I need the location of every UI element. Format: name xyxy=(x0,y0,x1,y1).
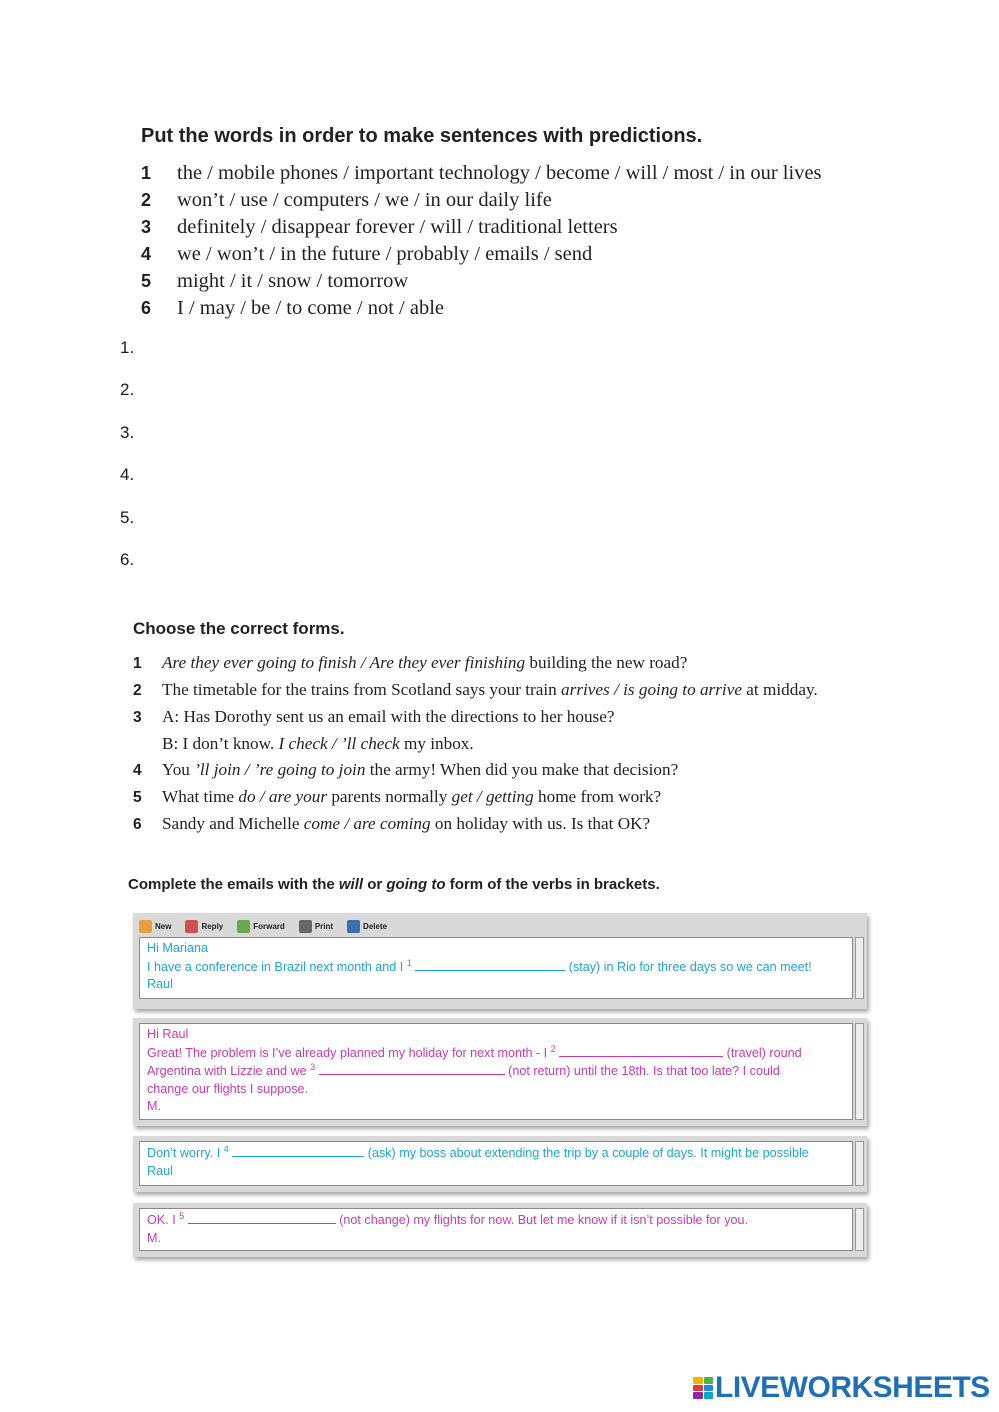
answer-row xyxy=(120,506,820,530)
section2-title: Choose the correct forms. xyxy=(133,619,345,638)
item-text: home from work? xyxy=(533,787,662,806)
email-body-2 xyxy=(139,1023,853,1120)
item-number: 3 xyxy=(141,217,152,237)
item-text: at midday. xyxy=(741,680,818,699)
answer-input-6[interactable] xyxy=(144,551,788,571)
item-text: my inbox. xyxy=(399,734,474,753)
title-part: form of the verbs in brackets. xyxy=(445,876,660,893)
s1-item xyxy=(141,240,592,267)
scrollbar[interactable] xyxy=(855,937,864,999)
email-window-1 xyxy=(133,913,867,1009)
toolbar-label: Reply xyxy=(201,921,224,931)
email-line: change our flights I suppose. xyxy=(147,1081,309,1096)
email-text: (not return) until the 18th. Is that too late? I could xyxy=(504,1064,780,1078)
delete-button[interactable] xyxy=(347,917,387,935)
print-button[interactable] xyxy=(299,917,333,935)
email-window-2 xyxy=(133,1018,867,1126)
email-signature: M. xyxy=(147,1230,161,1245)
s1-item xyxy=(141,267,408,294)
item-number: 1 xyxy=(141,163,152,183)
s2-item xyxy=(133,783,661,809)
item-text: You xyxy=(162,760,195,779)
new-icon xyxy=(139,920,152,933)
email-window-4 xyxy=(133,1203,867,1257)
item-text: won’t / use / computers / we / in our daily life xyxy=(177,189,552,211)
email-body-1 xyxy=(139,937,853,999)
answer-input-4[interactable] xyxy=(144,466,788,486)
logo-mark-icon xyxy=(693,1377,713,1399)
answer-input-3[interactable] xyxy=(144,424,788,444)
item-number: 6 xyxy=(141,298,152,318)
email-text: (stay) in Rio for three days so we can meet! xyxy=(565,959,812,974)
answer-row xyxy=(120,336,820,360)
email-text: Don’t worry. I xyxy=(147,1146,224,1160)
toolbar-label: New xyxy=(155,921,172,931)
reply-icon xyxy=(185,920,198,933)
email-line xyxy=(147,1044,845,1063)
scrollbar[interactable] xyxy=(855,1141,864,1186)
item-number: 2 xyxy=(141,190,152,210)
gap-blank[interactable] xyxy=(188,1211,336,1224)
email-body-4 xyxy=(139,1208,853,1251)
gap-number: 1 xyxy=(406,957,412,968)
answer-input-1[interactable] xyxy=(144,339,788,359)
item-text: the / mobile phones / important technology / become / will / most / in our lives xyxy=(177,162,822,184)
email-text: (not change) my flights for now. But let me know if it isn’t possible for you. xyxy=(335,1213,748,1227)
liveworksheets-logo xyxy=(693,1372,990,1404)
answer-label: 1. xyxy=(120,338,135,357)
delete-icon xyxy=(347,920,360,933)
email-text: (travel) round xyxy=(723,1045,802,1060)
item-number: 3 xyxy=(133,709,142,726)
gap-number: 2 xyxy=(550,1043,556,1054)
email-text: Argentina with Lizzie and we xyxy=(147,1064,311,1078)
section3-title xyxy=(128,876,660,893)
email-text: Great! The problem is I’ve already planned my holiday for next month - I xyxy=(147,1045,551,1060)
choice-option[interactable]: get / getting xyxy=(451,787,534,806)
title-part: will xyxy=(338,876,364,893)
title-part: going to xyxy=(386,876,446,893)
gap-blank[interactable] xyxy=(559,1044,723,1057)
toolbar-label: Print xyxy=(314,921,334,931)
scrollbar[interactable] xyxy=(855,1023,864,1120)
choice-option[interactable]: come / are coming xyxy=(303,814,431,833)
item-number: 4 xyxy=(133,762,142,779)
s1-item xyxy=(141,294,444,321)
s2-item xyxy=(133,649,687,675)
answer-row xyxy=(120,548,820,572)
s1-item xyxy=(141,213,618,240)
title-part: or xyxy=(363,876,387,893)
email-text: I have a conference in Brazil next month and I xyxy=(147,959,407,974)
email-line xyxy=(147,1144,845,1163)
answer-row xyxy=(120,421,820,445)
gap-number: 4 xyxy=(223,1144,229,1154)
answer-input-5[interactable] xyxy=(144,509,788,529)
item-number: 4 xyxy=(141,244,152,264)
s2-item xyxy=(133,703,615,729)
item-text: on holiday with us. Is that OK? xyxy=(430,814,651,833)
s2-item xyxy=(133,730,474,756)
new-button[interactable] xyxy=(139,917,171,935)
s2-item xyxy=(133,676,818,702)
print-icon xyxy=(299,920,312,933)
gap-blank[interactable] xyxy=(319,1062,505,1075)
answer-label: 6. xyxy=(120,550,135,569)
s1-item xyxy=(141,186,552,213)
item-text: the army! When did you make that decision? xyxy=(365,760,679,779)
email-toolbar xyxy=(139,917,401,935)
item-text: B: I don’t know. xyxy=(162,734,279,753)
answer-label: 4. xyxy=(120,465,135,484)
email-body-3 xyxy=(139,1141,853,1186)
toolbar-label: Forward xyxy=(253,921,285,931)
section1-title: Put the words in order to make sentences with predictions. xyxy=(141,125,703,147)
choice-option[interactable]: ’ll join / ’re going to join xyxy=(194,760,366,779)
logo-text: LIVEWORKSHEETS xyxy=(715,1371,990,1404)
answer-row xyxy=(120,463,820,487)
choice-option[interactable]: arrives / is going to arrive xyxy=(561,680,742,699)
gap-blank[interactable] xyxy=(415,958,565,971)
reply-button[interactable] xyxy=(185,917,223,935)
email-signature: Raul xyxy=(147,977,173,991)
forward-icon xyxy=(237,920,250,933)
item-number: 1 xyxy=(133,655,142,672)
choice-option[interactable]: Are they ever going to finish / Are they ever finishing xyxy=(162,653,526,672)
item-text: building the new road? xyxy=(525,653,688,672)
s1-item xyxy=(141,159,822,186)
gap-number: 3 xyxy=(310,1062,316,1072)
choice-option[interactable]: I check / ’ll check xyxy=(278,734,400,753)
answer-label: 2. xyxy=(120,380,135,399)
answer-input-2[interactable] xyxy=(144,381,788,401)
item-text: I / may / be / to come / not / able xyxy=(177,297,445,319)
item-number: 2 xyxy=(133,682,142,699)
toolbar-label: Delete xyxy=(363,921,388,931)
choice-option[interactable]: do / are your xyxy=(238,787,328,806)
email-greeting: Hi Raul xyxy=(147,1027,189,1041)
email-window-3 xyxy=(133,1136,867,1192)
item-text: The timetable for the trains from Scotland says your train xyxy=(162,680,562,699)
email-line xyxy=(147,958,845,977)
gap-number: 5 xyxy=(179,1211,185,1221)
item-text: parents normally xyxy=(327,787,452,806)
item-text: definitely / disappear forever / will / traditional letters xyxy=(177,216,618,238)
item-text: Sandy and Michelle xyxy=(162,814,304,833)
email-line xyxy=(147,1211,845,1230)
gap-blank[interactable] xyxy=(232,1144,364,1157)
s2-item xyxy=(133,756,678,782)
scrollbar[interactable] xyxy=(855,1208,864,1251)
email-line xyxy=(147,1062,845,1081)
email-text: OK. I xyxy=(147,1213,180,1227)
email-signature: M. xyxy=(147,1099,161,1113)
item-number: 5 xyxy=(133,789,142,806)
answer-row xyxy=(120,378,820,402)
email-text: (ask) my boss about extending the trip by a couple of days. It might be possible xyxy=(364,1146,809,1160)
answer-label: 5. xyxy=(120,508,135,527)
item-number: 5 xyxy=(141,271,152,291)
forward-button[interactable] xyxy=(237,917,285,935)
item-number: 6 xyxy=(133,816,142,833)
item-text: What time xyxy=(162,787,239,806)
title-part: Complete the emails with the xyxy=(128,876,339,893)
email-greeting: Hi Mariana xyxy=(147,941,208,955)
item-text: we / won’t / in the future / probably / emails / send xyxy=(177,243,593,265)
item-text: might / it / snow / tomorrow xyxy=(177,270,409,292)
item-text: A: Has Dorothy sent us an email with the directions to her house? xyxy=(162,707,615,726)
email-signature: Raul xyxy=(147,1163,173,1178)
s2-item xyxy=(133,810,650,836)
answer-label: 3. xyxy=(120,423,135,442)
